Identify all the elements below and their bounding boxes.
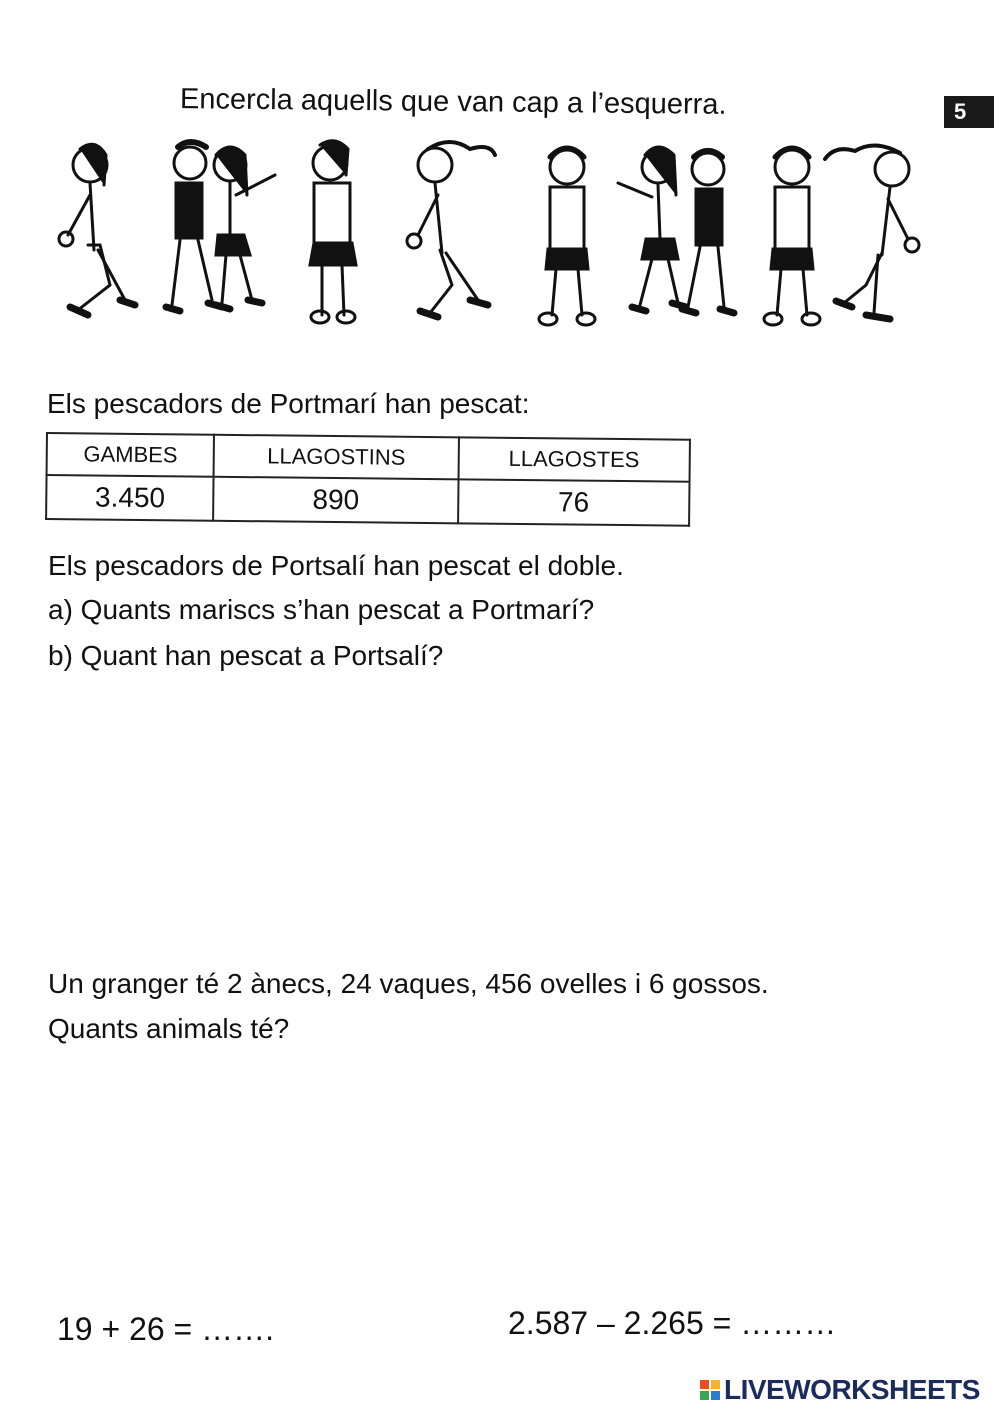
brand-square — [711, 1380, 720, 1389]
equation-2[interactable]: 2.587 – 2.265 = ……… — [508, 1305, 837, 1341]
brand-square — [711, 1391, 720, 1400]
brand-grid-icon — [700, 1380, 720, 1400]
brand-name: LIVEWORKSHEETS — [724, 1374, 980, 1405]
girl-facing-front-icon[interactable] — [539, 148, 595, 325]
value-llagostes: 76 — [458, 479, 690, 525]
question-b: b) Quant han pescat a Portsalí? — [48, 640, 444, 671]
table-values-row — [46, 475, 689, 526]
girl-walking-left-icon[interactable] — [59, 144, 135, 315]
equation-1[interactable]: 19 + 26 = ……. — [57, 1311, 275, 1347]
question-a: a) Quants mariscs s’han pescat a Portmarí? — [48, 594, 595, 625]
problem2-line1: Un granger té 2 ànecs, 24 vaques, 456 ovelles i 6 gossos. — [48, 968, 769, 999]
problem1-statement: Els pescadors de Portsalí han pescat el doble. — [48, 550, 624, 581]
header-gambes: GAMBES — [47, 433, 215, 477]
girl-facing-front-icon[interactable] — [764, 148, 820, 325]
brand-square — [700, 1380, 709, 1389]
page-number-badge — [944, 96, 994, 128]
instruction-title: Encercla aquells que van cap a l’esquerra. — [179, 83, 727, 121]
problem1-intro: Els pescadors de Portmarí han pescat: — [47, 388, 530, 419]
girl-ponytail-walking-right-icon[interactable] — [825, 145, 919, 319]
girl-ponytail-walking-left-icon[interactable] — [407, 142, 495, 317]
page-number: 5 — [954, 99, 967, 124]
value-llagostins: 890 — [214, 477, 459, 524]
liveworksheets-logo — [700, 1374, 980, 1406]
catch-table — [45, 432, 691, 527]
boy-and-girl-talking-icon[interactable] — [166, 142, 275, 311]
header-llagostins: LLAGOSTINS — [214, 435, 459, 480]
value-gambes: 3.450 — [46, 475, 214, 521]
header-llagostes: LLAGOSTES — [458, 437, 690, 481]
walking-figures-row — [40, 135, 930, 340]
girl-facing-left-icon[interactable] — [310, 141, 356, 323]
girl-and-boy-talking-icon[interactable] — [618, 147, 734, 313]
brand-square — [700, 1391, 709, 1400]
problem2-line2: Quants animals té? — [48, 1013, 290, 1044]
table-header-row — [47, 433, 690, 482]
